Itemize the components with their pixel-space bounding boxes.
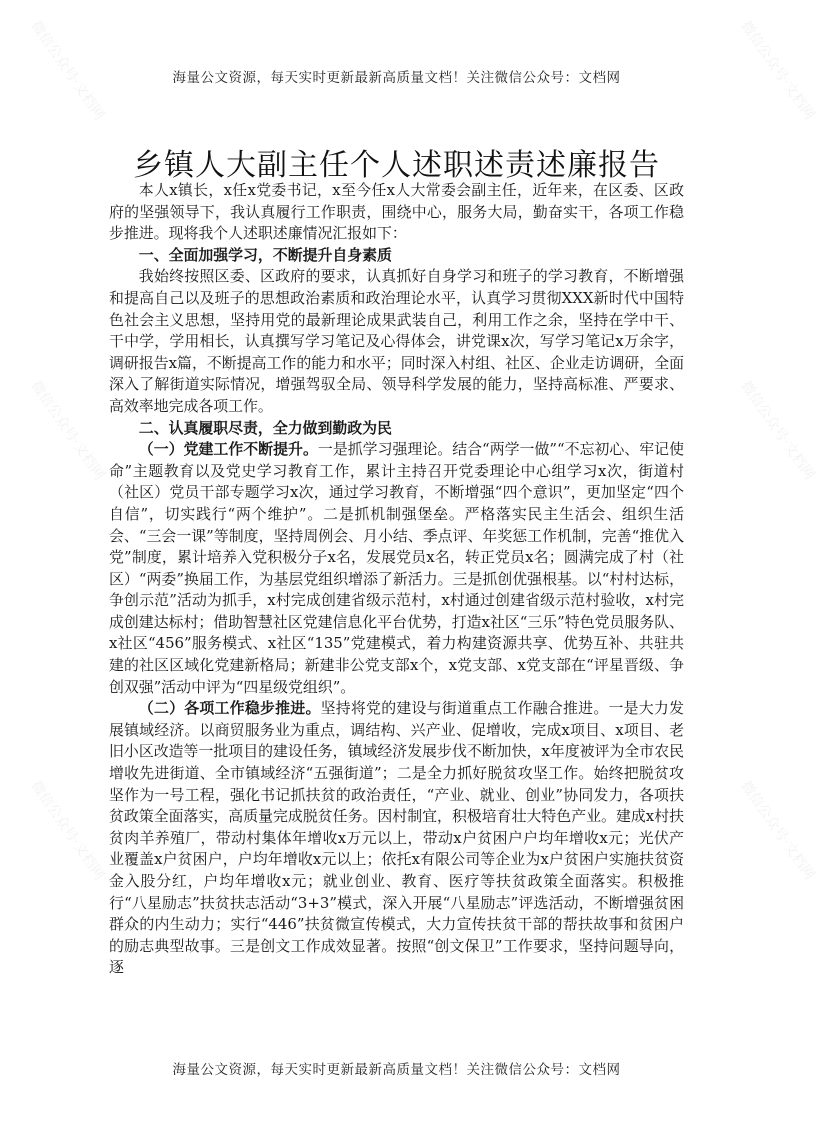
header-note: 海量公文资源，每天实时更新最新高质量文档！关注微信公众号：文档网 [172,70,621,86]
subsection-body: 坚持将党的建设与街道重点工作融合推进。一是大力发展镇域经济。以商贸服务业为重点，调结构、兴产业、促增收，完成x项目、x项目、老旧小区改造等一批项目的建设任务，镇域经济发展步伐不断加快，x年度被评为全市农民增收先进街道、全市镇域经济“五强街道”；二是全力抓好脱贫攻坚工作。始终把脱贫攻坚作为一号工程，强化书记抓扶贫的政治责任，“产业、就业、创业”协同发力，各项扶贫政策全面落实，高质量完成脱贫任务。因村制宜，积极培育壮大特色产业。建成x村扶贫肉羊养殖厂，带动村集体年增收x万元以上，带动x户贫困户户均年增收x元；光伏产业覆盖x户贫困户，户均年增收x元以上；依托x有限公司等企业为x户贫困户实施扶贫资金入股分红，户均年增收x元；就业创业、教育、医疗等扶贫政策全面落实。积极推行“八星励志”扶贫扶志活动“3+3”模式，深入开展“八星励志”评选活动，不断增强贫困群众的内生动力；实行“446”扶贫微宣传模式，大力宣传扶贫干部的帮扶故事和贫困户的励志典型故事。三是创文工作成效显著。按照“创文保卫”工作要求，坚持问题导向，逐 [109,699,684,977]
watermark: 微信公众号·文档网 [27,18,108,123]
subsection-paragraph [109,439,684,698]
document-title: 乡镇人大副主任个人述职述责述廉报告 [133,148,660,183]
document-body [109,180,684,979]
subsection-paragraph [109,698,684,979]
subsection-body: 一是抓学习强理论。结合“两学一做”“不忘初心、牢记使命”主题教育以及党史学习教育工作，累计主持召开党委理论中心组学习x次，街道村（社区）党员干部专题学习x次，通过学习教育，不断增强“四个意识”，更加坚定“四个自信”，切实践行“两个维护”。二是抓机制强堡垒。严格落实民主生活会、组织生活会、“三会一课”等制度，坚持周例会、月小结、季点评、年奖惩工作机制，完善“推优入党”制度，累计培养入党积极分子x名，发展党员x名，转正党员x名；圆满完成了村（社区）“两委”换届工作，为基层党组织增添了新活力。三是抓创优强根基。以“村村达标，争创示范”活动为抓手，x村完成创建省级示范村，x村通过创建省级示范村验收，x村完成创建达标村；借助智慧社区党建信息化平台优势，打造x社区“三乐”特色党员服务队、x社区“456”服务模式、x社区“135”党建模式，着力构建资源共享、优势互补、共驻共建的社区区域化党建新格局；新建非公党支部x个，x党支部、x党支部在“评星晋级、争创双强”活动中评为“四星级党组织”。 [109,440,684,696]
section-heading: 二、认真履职尽责，全力做到勤政为民 [138,418,392,437]
watermark: 微信公众号·文档网 [737,18,818,123]
watermark: 微信公众号·文档网 [27,378,108,483]
section-heading: 一、全面加强学习，不断提升自身素质 [138,245,392,264]
subsection-heading: （二）各项工作稳步推进。 [138,699,321,718]
section-paragraph: 我始终按照区委、区政府的要求，认真抓好自身学习和班子的学习教育，不断增强和提高自己以及班子的思想政治素质和政治理论水平，认真学习贯彻XXX新时代中国特色社会主义思想，坚持用党的最新理论成果武装自己，利用工作之余，坚持在学中干、干中学，学用相长，认真撰写学习笔记及心得体会，讲党课x次，写学习笔记x万余字，调研报告x篇，不断提高工作的能力和水平；同时深入村组、社区、企业走访调研，全面深入了解街道实际情况，增强驾驭全局、领导科学发展的能力，坚持高标准、严要求、高效率地完成各项工作。 [109,267,684,415]
subsection-heading: （一）党建工作不断提升。 [138,440,318,459]
watermark: 微信公众号·文档网 [737,778,818,883]
watermark: 微信公众号·文档网 [737,378,818,483]
intro-paragraph: 本人x镇长，x任x党委书记，x至今任x人大常委会副主任，近年来，在区委、区政府的坚强领导下，我认真履行工作职责，围绕中心，服务大局，勤奋实干，各项工作稳步推进。现将我个人述职述廉情况汇报如下： [109,181,684,243]
footer-note: 海量公文资源，每天实时更新最新高质量文档！关注微信公众号：文档网 [172,1062,621,1078]
watermark: 微信公众号·文档网 [27,778,108,883]
